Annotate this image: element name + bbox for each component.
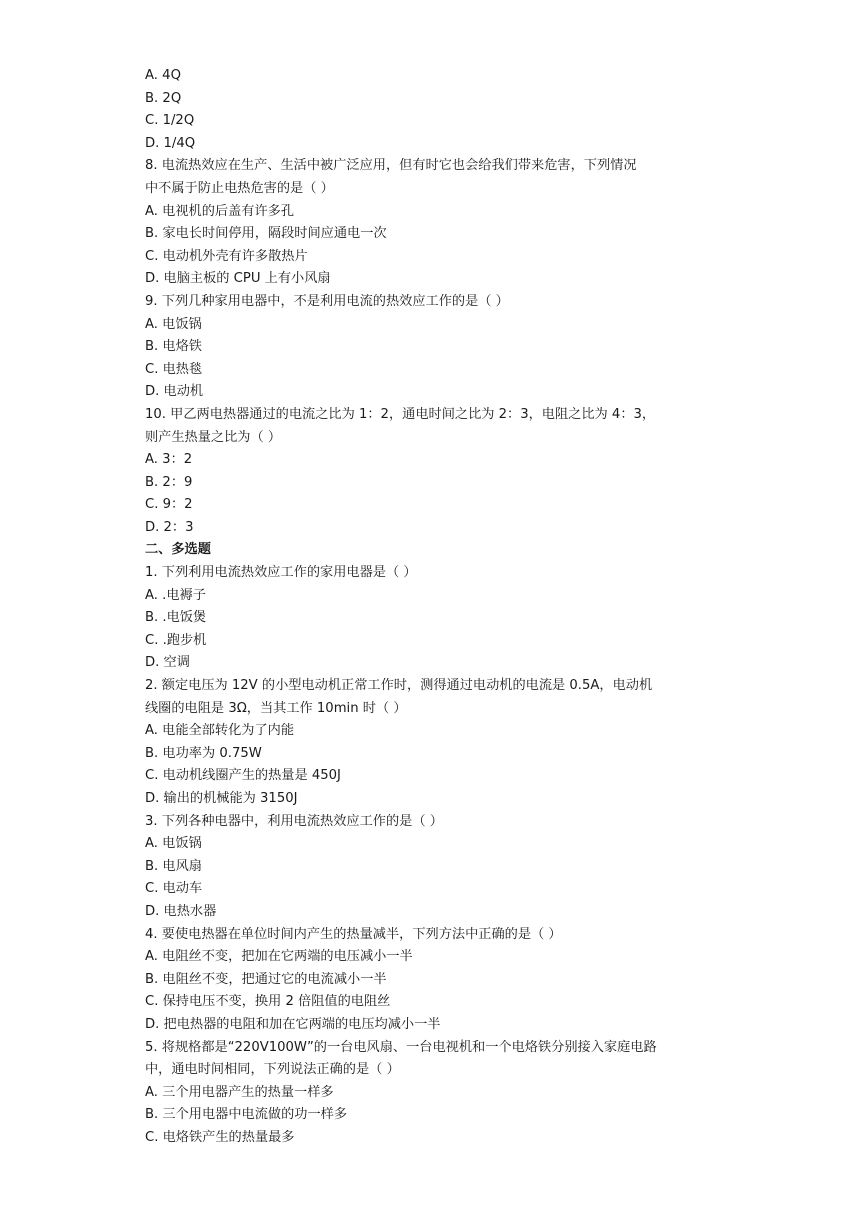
q9-option-b: B. 电烙铁 (145, 339, 202, 355)
s2-q4-option-a: A. 电阻丝不变，把加在它两端的电压减小一半 (145, 949, 413, 965)
s2-q4-option-d: D. 把电热器的电阻和加在它两端的电压均减小一半 (145, 1016, 441, 1032)
q7-option-d: D. 1/4Q (145, 135, 196, 151)
q7-option-b: B. 2Q (145, 90, 182, 106)
q7-option-a: A. 4Q (145, 68, 181, 83)
q7-option-c: C. 1/2Q (145, 113, 195, 129)
q9-option-d: D. 电动机 (145, 384, 204, 400)
q8-option-b: B. 家电长时间停用，隔段时间应通电一次 (145, 226, 387, 242)
q10-option-b: B. 2：9 (145, 474, 193, 490)
s2-q3-option-a: A. 电饭锅 (145, 836, 202, 852)
q10-stem-line1: 10. 甲乙两电热器通过的电流之比为 1：2，通电时间之比为 2：3，电阻之比为 4：3， (145, 406, 656, 422)
s2-q4-stem-line1: 4. 要使电热器在单位时间内产生的热量减半，下列方法中正确的是（ ） (145, 926, 562, 942)
document-page (145, 65, 725, 1150)
q10-stem-line2: 则产生热量之比为（ ） (145, 429, 282, 445)
q10-option-a: A. 3：2 (145, 452, 193, 468)
q10-option-d: D. 2：3 (145, 519, 194, 535)
s2-q5-option-b: B. 三个用电器中电流做的功一样多 (145, 1107, 348, 1123)
s2-q2-stem-line1: 2. 额定电压为 12V 的小型电动机正常工作时，测得通过电动机的电流是 0.5A，电动机 (145, 678, 653, 694)
s2-q1-option-c: C. .跑步机 (145, 632, 207, 648)
q8-stem-line2: 中不属于防止电热危害的是（ ） (145, 180, 334, 196)
q9-stem-line1: 9. 下列几种家用电器中，不是利用电流的热效应工作的是（ ） (145, 293, 509, 309)
q9-option-a: A. 电饭锅 (145, 316, 202, 332)
s2-q3-option-c: C. 电动车 (145, 881, 203, 897)
s2-q2-stem-line2: 线圈的电阻是 3Ω，当其工作 10min 时（ ） (145, 700, 407, 716)
s2-q1-option-a: A. .电褥子 (145, 587, 206, 603)
s2-q4-option-b: B. 电阻丝不变，把通过它的电流减小一半 (145, 971, 387, 987)
s2-q2-option-c: C. 电动机线圈产生的热量是 450J (145, 768, 341, 784)
section2-heading: 二、多选题 (145, 542, 211, 558)
s2-q3-option-d: D. 电热水器 (145, 903, 217, 919)
q10-option-c: C. 9：2 (145, 497, 193, 513)
s2-q1-stem-line1: 1. 下列利用电流热效应工作的家用电器是（ ） (145, 565, 417, 581)
q9-option-c: C. 电热毯 (145, 361, 203, 377)
q8-stem-line1: 8. 电流热效应在生产、生活中被广泛应用，但有时它也会给我们带来危害，下列情况 (145, 158, 637, 174)
s2-q5-stem-line1: 5. 将规格都是“220V100W”的一台电风扇、一台电视机和一个电烙铁分别接入家庭电路 (145, 1039, 657, 1055)
s2-q5-stem-line2: 中，通电时间相同，下列说法正确的是（ ） (145, 1062, 400, 1078)
q8-option-a: A. 电视机的后盖有许多孔 (145, 203, 295, 219)
s2-q5-option-a: A. 三个用电器产生的热量一样多 (145, 1084, 334, 1100)
q8-option-c: C. 电动机外壳有许多散热片 (145, 248, 308, 264)
s2-q3-stem-line1: 3. 下列各种电器中，利用电流热效应工作的是（ ） (145, 813, 443, 829)
s2-q1-option-d: D. 空调 (145, 655, 190, 671)
s2-q1-option-b: B. .电饭煲 (145, 610, 207, 626)
s2-q2-option-a: A. 电能全部转化为了内能 (145, 723, 295, 739)
s2-q5-option-c: C. 电烙铁产生的热量最多 (145, 1129, 295, 1145)
s2-q4-option-c: C. 保持电压不变，换用 2 倍阻值的电阻丝 (145, 994, 391, 1010)
q8-option-d: D. 电脑主板的 CPU 上有小风扇 (145, 271, 331, 287)
s2-q3-option-b: B. 电风扇 (145, 858, 202, 874)
s2-q2-option-d: D. 输出的机械能为 3150J (145, 791, 298, 806)
s2-q2-option-b: B. 电功率为 0.75W (145, 745, 262, 761)
